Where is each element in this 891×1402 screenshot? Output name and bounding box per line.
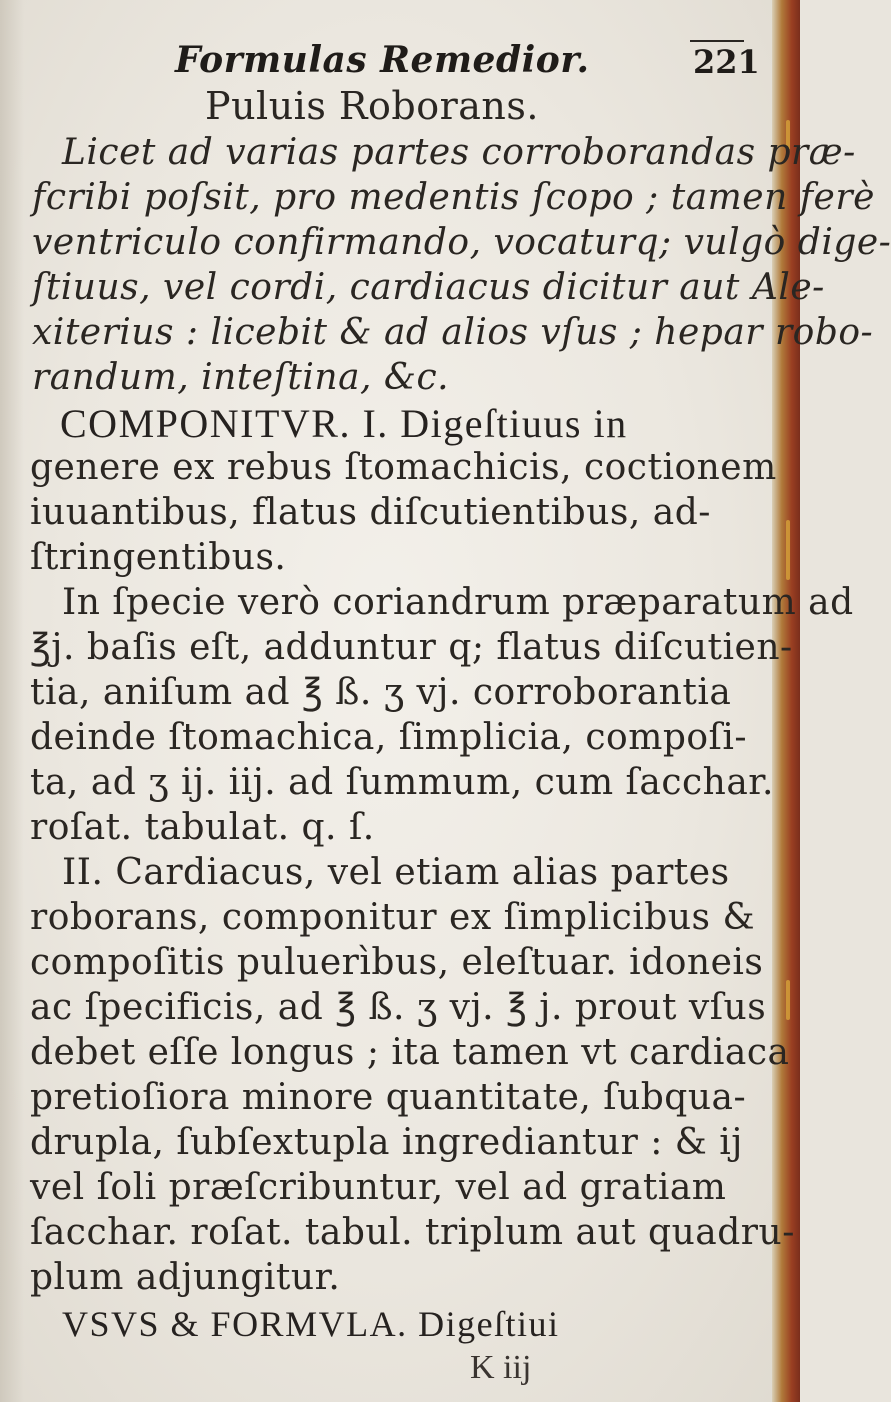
text-line: ſacchar. roſat. tabul. triplum aut quadru- [30,1212,795,1253]
text-line: In ſpecie verò coriandrum præparatum ad [62,582,854,623]
text-line: tia, aniſum ad ℥ ß. ʒ vj. corroborantia [30,672,732,713]
text-line: ac ſpecificis, ad ℥ ß. ʒ vj. ℥ j. prout vſus [30,987,767,1028]
text-line: II. Cardiacus, vel etiam alias partes [62,852,730,893]
text-line: pretioſiora minore quantitate, ſubqua- [30,1077,747,1118]
text-line: compoſitis puluerìbus, eleſtuar. idoneis [30,942,764,983]
text-line: ſtringentibus. [30,537,287,578]
edge-speck [786,980,790,1020]
text-line: debet eſſe longus ; ita tamen vt cardiaca [30,1032,790,1073]
text-line: ſtiuus, vel cordi, cardiacus dicitur aut Ale- [32,267,825,308]
page-number: 221 [693,43,760,81]
text-line: drupla, ſubſextupla ingrediantur : & ij [30,1122,743,1163]
usus-formula-heading: VSVS & FORMVLA. Digeſtiui [62,1304,560,1344]
text-line: roſat. tabulat. q. ſ. [30,807,375,848]
section-title: Puluis Roborans. [205,84,539,128]
text-line: randum, inteſtina, &c. [32,357,450,398]
text-line: fcribi poſsit, pro medentis ſcopo ; tamen ferè [32,177,875,218]
text-line: iuuantibus, flatus diſcutientibus, ad- [30,492,711,533]
text-line: plum adjungitur. [30,1257,341,1298]
edge-speck [786,520,790,580]
text-line: deinde ſtomachica, ſimplicia, compoſi- [30,717,748,758]
text-line: vel ſoli præſcribuntur, vel ad gratiam [30,1167,727,1208]
signature-mark: K iij [470,1349,532,1386]
text-line: ℥j. baſis eſt, adduntur q; flatus diſcutien- [30,627,793,668]
componitur-heading: COMPONITVR. I. Digeſtiuus in [60,401,628,446]
text-line: xiterius : licebit & ad alios vſus ; hepar robo- [32,312,874,353]
text-line: ventriculo confirmando, vocaturq; vulgò dige- [32,222,891,263]
running-title: Formulas Remedior. [175,39,590,81]
gutter-shadow [0,0,24,1402]
text-line: genere ex rebus ſtomachicis, coctionem [30,447,777,488]
text-line: Licet ad varias partes corroborandas præ- [62,132,856,173]
text-line: ta, ad ʒ ij. iij. ad ſummum, cum ſacchar. [30,762,774,803]
text-line: roborans, componitur ex ſimplicibus & [30,897,755,938]
